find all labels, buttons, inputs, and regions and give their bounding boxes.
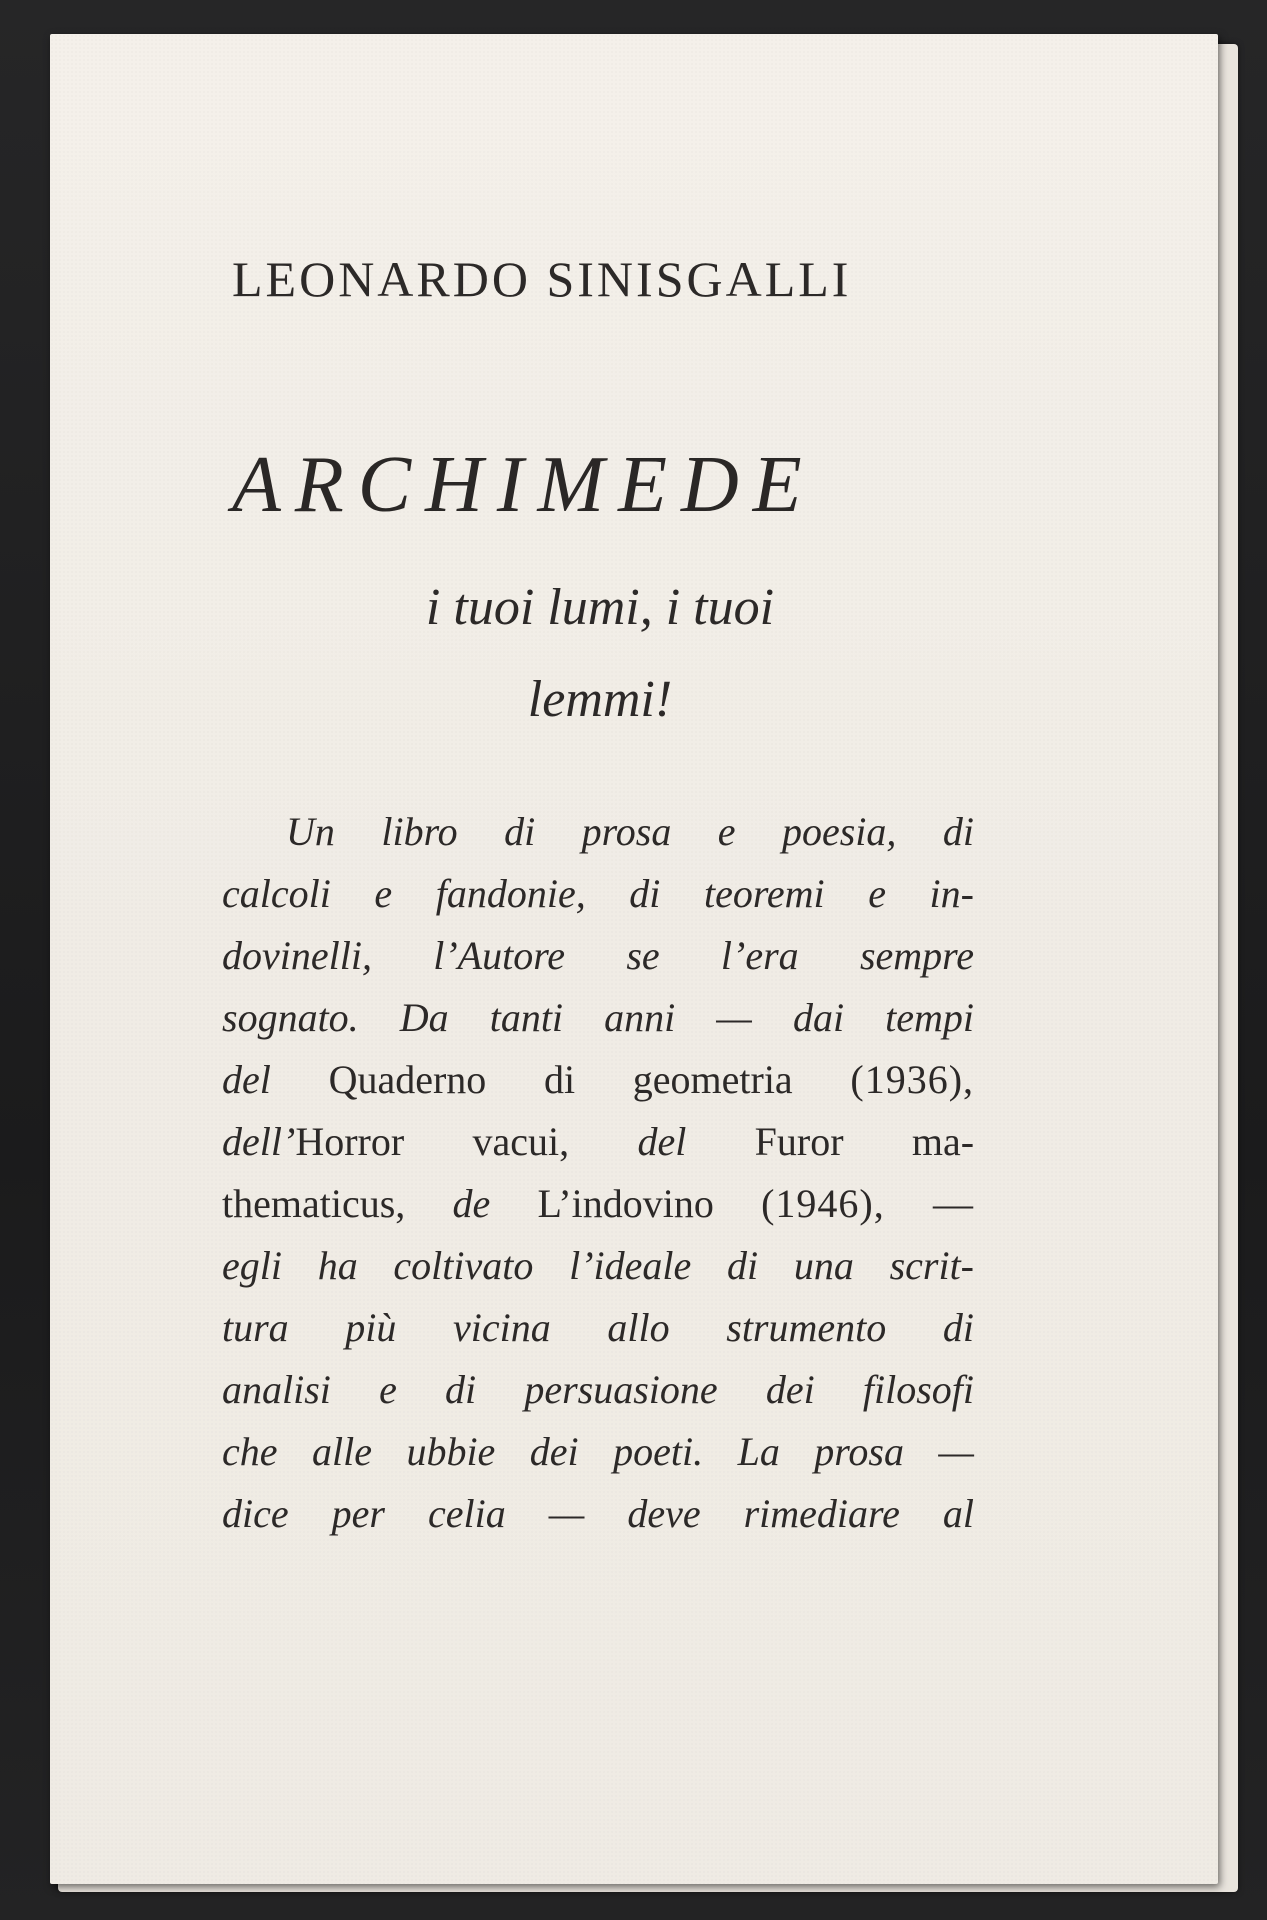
body-line-5-part-a: del xyxy=(222,1057,271,1102)
book-title: ARCHIMEDE xyxy=(232,441,816,529)
subtitle-line-1: i tuoi lumi, i tuoi xyxy=(425,579,775,636)
body-line-6-part-a: dell’ xyxy=(222,1119,296,1164)
body-line-5-book-title: Quaderno di geometria xyxy=(328,1057,793,1102)
body-line-5-year: (1936), xyxy=(850,1057,975,1102)
body-line-6 xyxy=(222,1118,974,1165)
body-line-6-book-title-1: Horror vacui, xyxy=(295,1119,570,1164)
body-line-6-book-title-2: Furor ma- xyxy=(754,1119,975,1164)
body-line-4: sognato. Da tanti anni — dai tempi xyxy=(222,995,974,1040)
body-line-11: che alle ubbie dei poeti. La prosa — xyxy=(222,1429,974,1474)
body-line-9: tura più vicina allo strumento di xyxy=(222,1305,974,1350)
author-name: LEONARDO SINISGALLI xyxy=(232,251,852,307)
body-line-7-book-title: L’indovino xyxy=(537,1181,714,1226)
body-line-7-part-b: de xyxy=(452,1181,491,1226)
body-line-7-year: (1946), — xyxy=(761,1181,974,1226)
body-line-7 xyxy=(222,1180,974,1227)
subtitle-line-2: lemmi! xyxy=(527,671,673,728)
body-line-3: dovinelli, l’Autore se l’era sempre xyxy=(222,933,974,978)
body-line-2: calcoli e fandonie, di teoremi e in- xyxy=(222,871,974,916)
body-line-8: egli ha coltivato l’ideale di una scrit- xyxy=(222,1243,974,1288)
body-line-1: Un libro di prosa e poesia, di xyxy=(286,809,974,854)
body-line-5 xyxy=(222,1056,974,1103)
body-line-10: analisi e di persuasione dei filosofi xyxy=(222,1367,974,1412)
body-line-7-book-title-cont: thematicus, xyxy=(222,1181,406,1226)
body-line-12: dice per celia — deve rimediare al xyxy=(222,1491,974,1536)
body-line-6-part-c: del xyxy=(637,1119,687,1164)
